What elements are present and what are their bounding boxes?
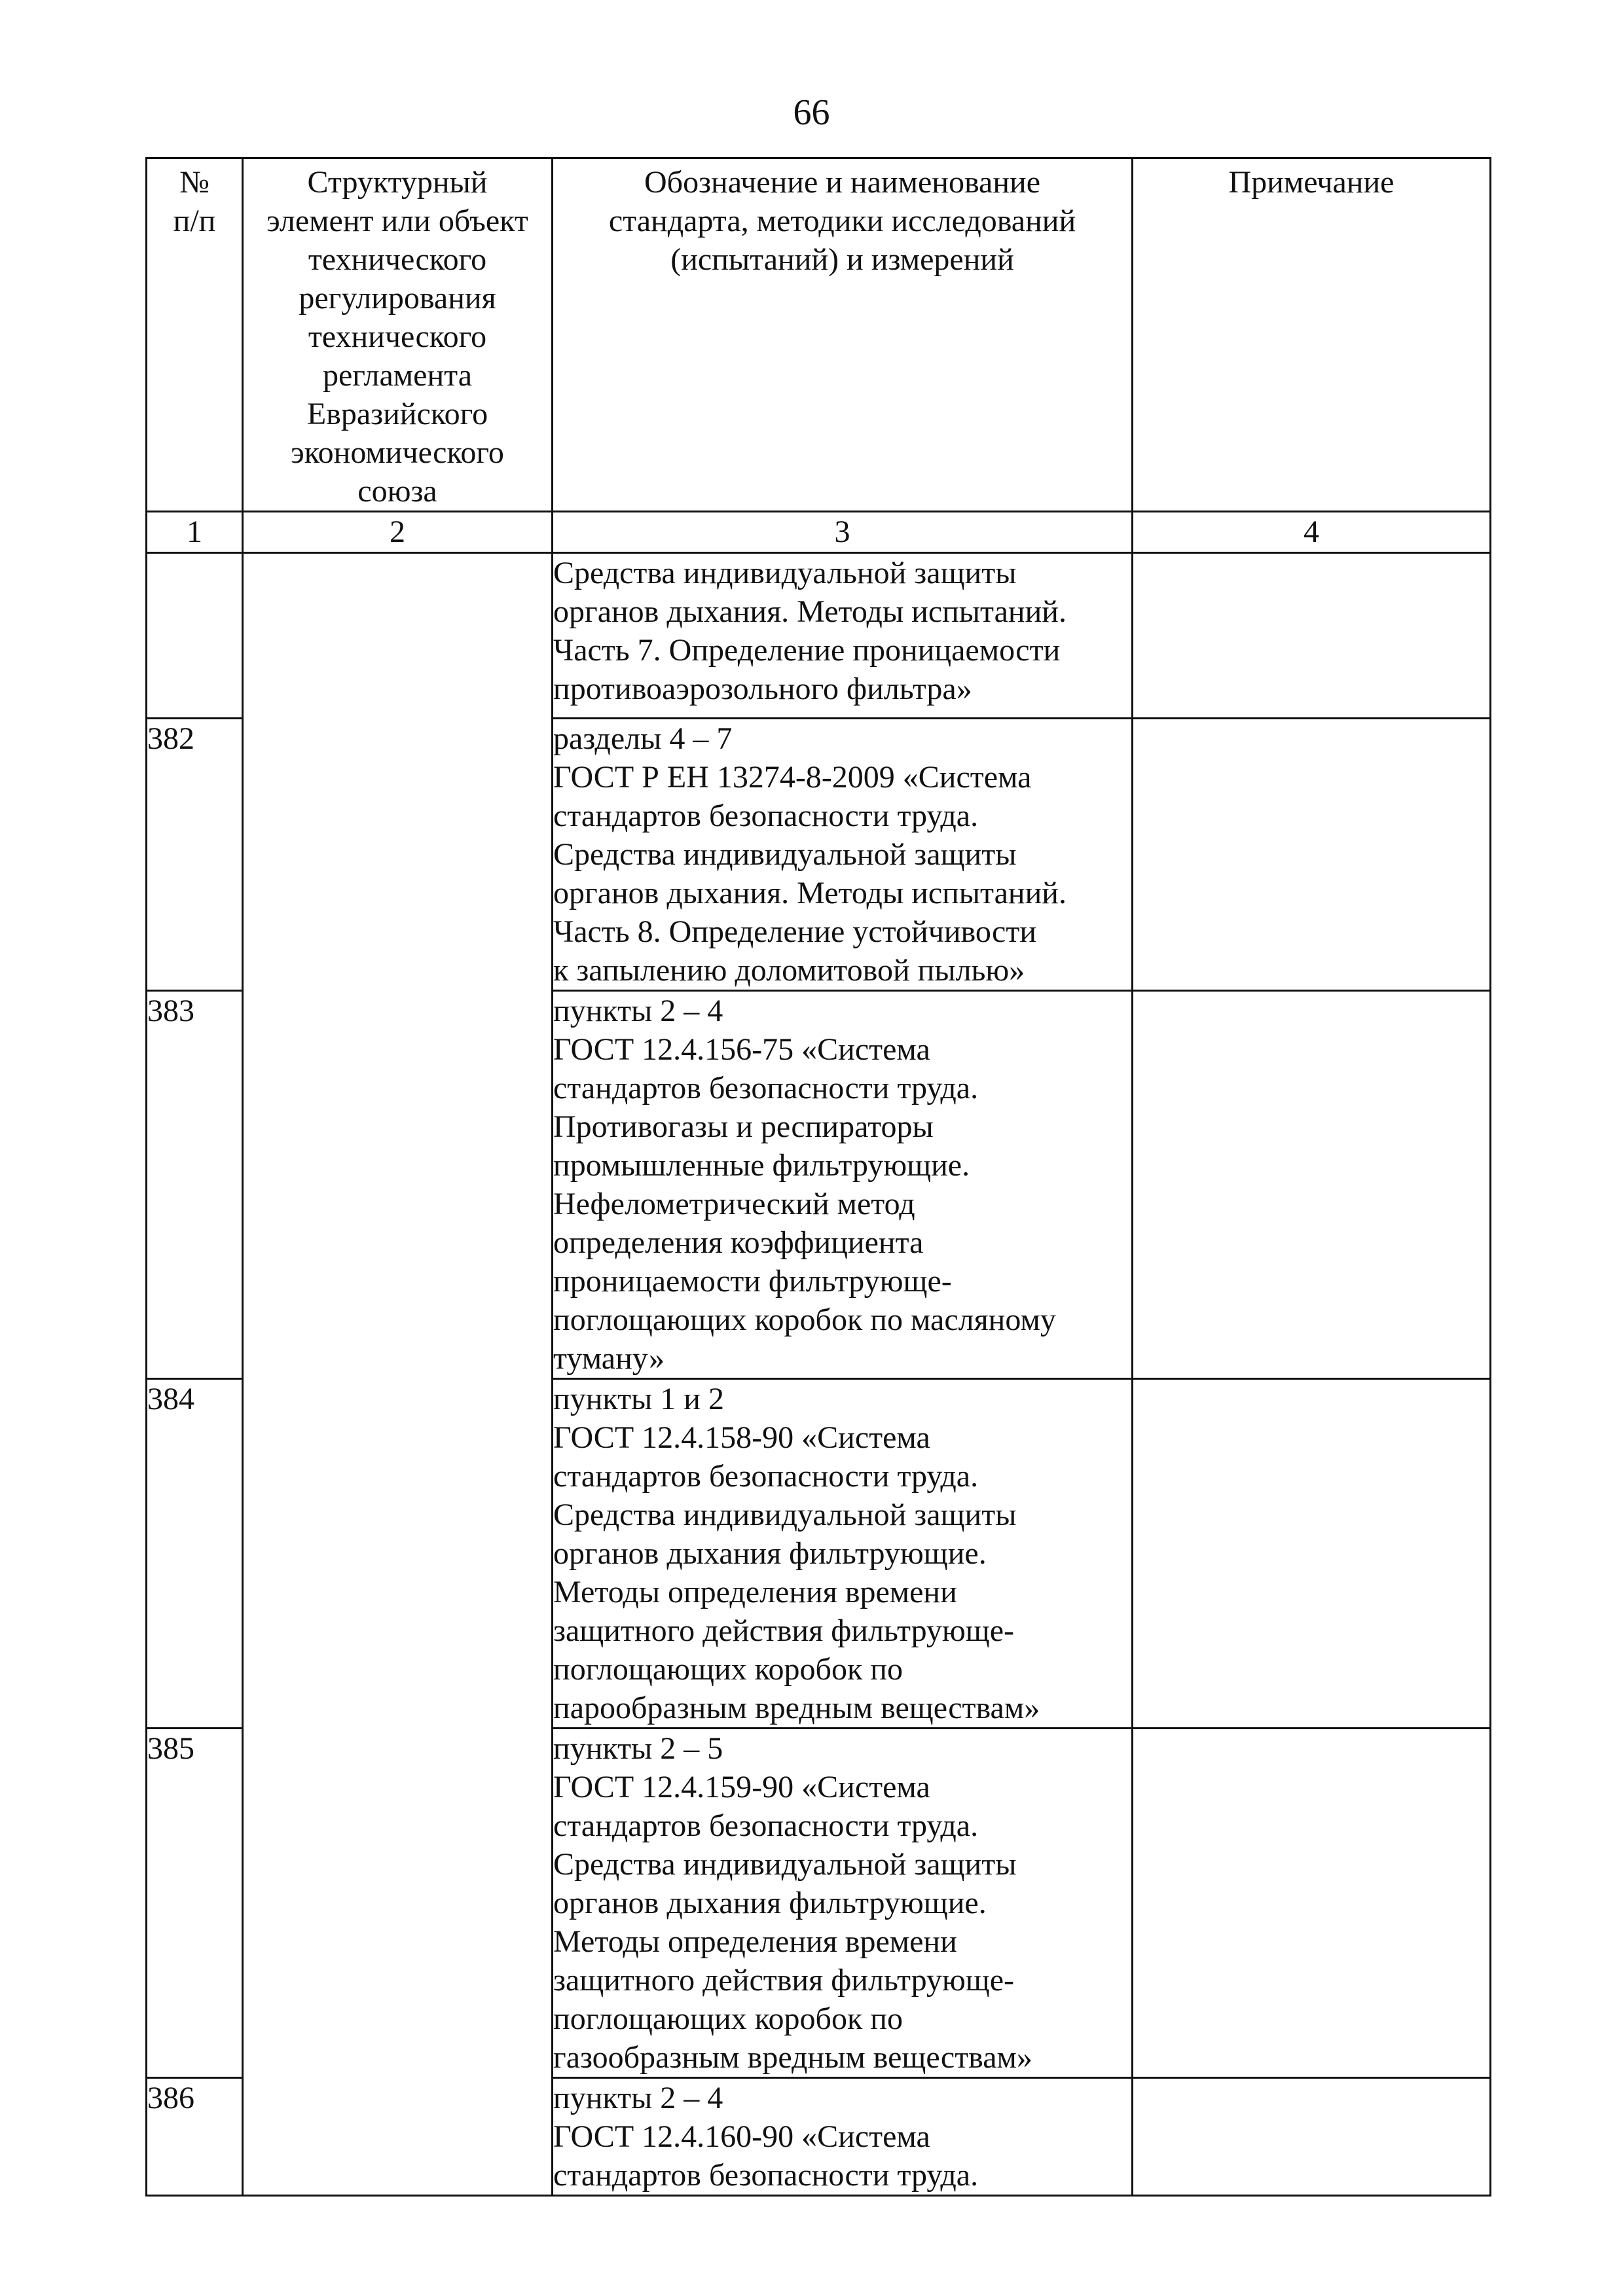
table-body [147,553,1491,2196]
standard-cell [553,1729,1133,2078]
header-number [147,158,243,512]
standard-cell [553,719,1133,991]
standard-line: туману» [553,1341,665,1376]
standard-cell [553,2078,1133,2196]
header-line: Обозначение и наименование [644,165,1040,200]
header-line: Евразийского [306,397,488,431]
note-cell [1133,1729,1491,2078]
standard-line: ГОСТ 12.4.158-90 «Система [553,1420,930,1455]
standard-line: ГОСТ 12.4.160-90 «Система [553,2119,930,2154]
standard-line: поглощающих коробок по [553,2001,903,2036]
standard-line: пункты 2 – 4 [553,2081,723,2115]
standard-line: Нефелометрический метод [553,1187,915,1221]
standard-line: газообразным вредным веществам» [553,2040,1032,2075]
standard-line: проницаемости фильтрующе- [553,1264,952,1299]
standard-line: органов дыхания фильтрующие. [553,1886,987,1920]
header-line: экономического [291,435,504,470]
header-line: Структурный [307,165,488,200]
page-number: 66 [793,92,830,133]
header-line: технического [308,319,487,354]
note-cell [1133,991,1491,1379]
row-number [147,553,243,719]
row-number: 384 [147,1379,243,1729]
standard-line: поглощающих коробок по масляному [553,1302,1056,1337]
standard-line: парообразным вредным веществам» [553,1691,1040,1725]
standard-line: стандартов безопасности труда. [553,2158,979,2193]
header-line: союза [357,474,437,509]
header-line: стандарта, методики исследований [608,204,1076,238]
column-number: 4 [1133,512,1491,553]
note-cell [1133,1379,1491,1729]
header-line: технического [308,242,487,277]
standard-line: Средства индивидуальной защиты [553,556,1017,590]
standard-line: Средства индивидуальной защиты [553,1498,1017,1532]
header-line: регламента [322,358,473,393]
note-cell [1133,553,1491,719]
column-number: 1 [147,512,243,553]
header-line: № [179,165,210,200]
standard-line: ГОСТ Р ЕН 13274-8-2009 «Система [553,760,1032,795]
standard-line: стандартов безопасности труда. [553,1071,979,1105]
standard-line: промышленные фильтрующие. [553,1148,970,1183]
row-number: 382 [147,719,243,991]
row-number: 385 [147,1729,243,2078]
header-line: элемент или объект [266,204,528,238]
standard-line: разделы 4 – 7 [553,721,733,756]
standard-line: Часть 8. Определение устойчивости [553,914,1037,949]
standard-line: защитного действия фильтрующе- [553,1613,1015,1648]
row-number: 383 [147,991,243,1379]
standards-table [145,157,1491,2197]
standard-line: противоаэрозольного фильтра» [553,672,972,706]
structural-element-cell [243,553,553,2196]
standard-line: стандартов безопасности труда. [553,1459,979,1494]
header-structural-element [243,158,553,512]
standard-line: органов дыхания. Методы испытаний. [553,876,1067,910]
standard-line: Средства индивидуальной защиты [553,1847,1017,1882]
standard-line: пункты 2 – 4 [553,994,723,1028]
standard-line: защитного действия фильтрующе- [553,1963,1015,1998]
standard-cell [553,991,1133,1379]
header-line: регулирования [299,281,496,315]
note-cell [1133,2078,1491,2196]
table-row [147,553,1491,719]
header-row [147,158,1491,512]
column-number-row [147,512,1491,553]
standard-line: определения коэффициента [553,1225,924,1260]
standard-line: пункты 1 и 2 [553,1382,724,1416]
header-standard [553,158,1133,512]
header-line: (испытаний) и измерений [670,242,1014,277]
standard-line: Противогазы и респираторы [553,1109,934,1144]
column-number: 3 [553,512,1133,553]
standard-line: к запылению доломитовой пылью» [553,953,1025,988]
standard-line: органов дыхания. Методы испытаний. [553,594,1067,629]
note-cell [1133,719,1491,991]
standard-line: пункты 2 – 5 [553,1731,723,1766]
standard-line: Методы определения времени [553,1575,957,1609]
standard-line: поглощающих коробок по [553,1652,903,1687]
standard-cell [553,1379,1133,1729]
standard-line: стандартов безопасности труда. [553,1808,979,1843]
standard-line: ГОСТ 12.4.156-75 «Система [553,1032,930,1067]
standard-line: стандартов безопасности труда. [553,798,979,833]
standard-line: Часть 7. Определение проницаемости [553,633,1061,668]
header-line: Примечание [1228,165,1395,200]
standard-line: Методы определения времени [553,1924,957,1959]
header-note [1133,158,1491,512]
row-number: 386 [147,2078,243,2196]
header-line: п/п [173,204,216,238]
column-number: 2 [243,512,553,553]
standard-line: Средства индивидуальной защиты [553,837,1017,872]
standard-cell [553,553,1133,719]
standard-line: ГОСТ 12.4.159-90 «Система [553,1770,930,1804]
standard-line: органов дыхания фильтрующие. [553,1536,987,1571]
